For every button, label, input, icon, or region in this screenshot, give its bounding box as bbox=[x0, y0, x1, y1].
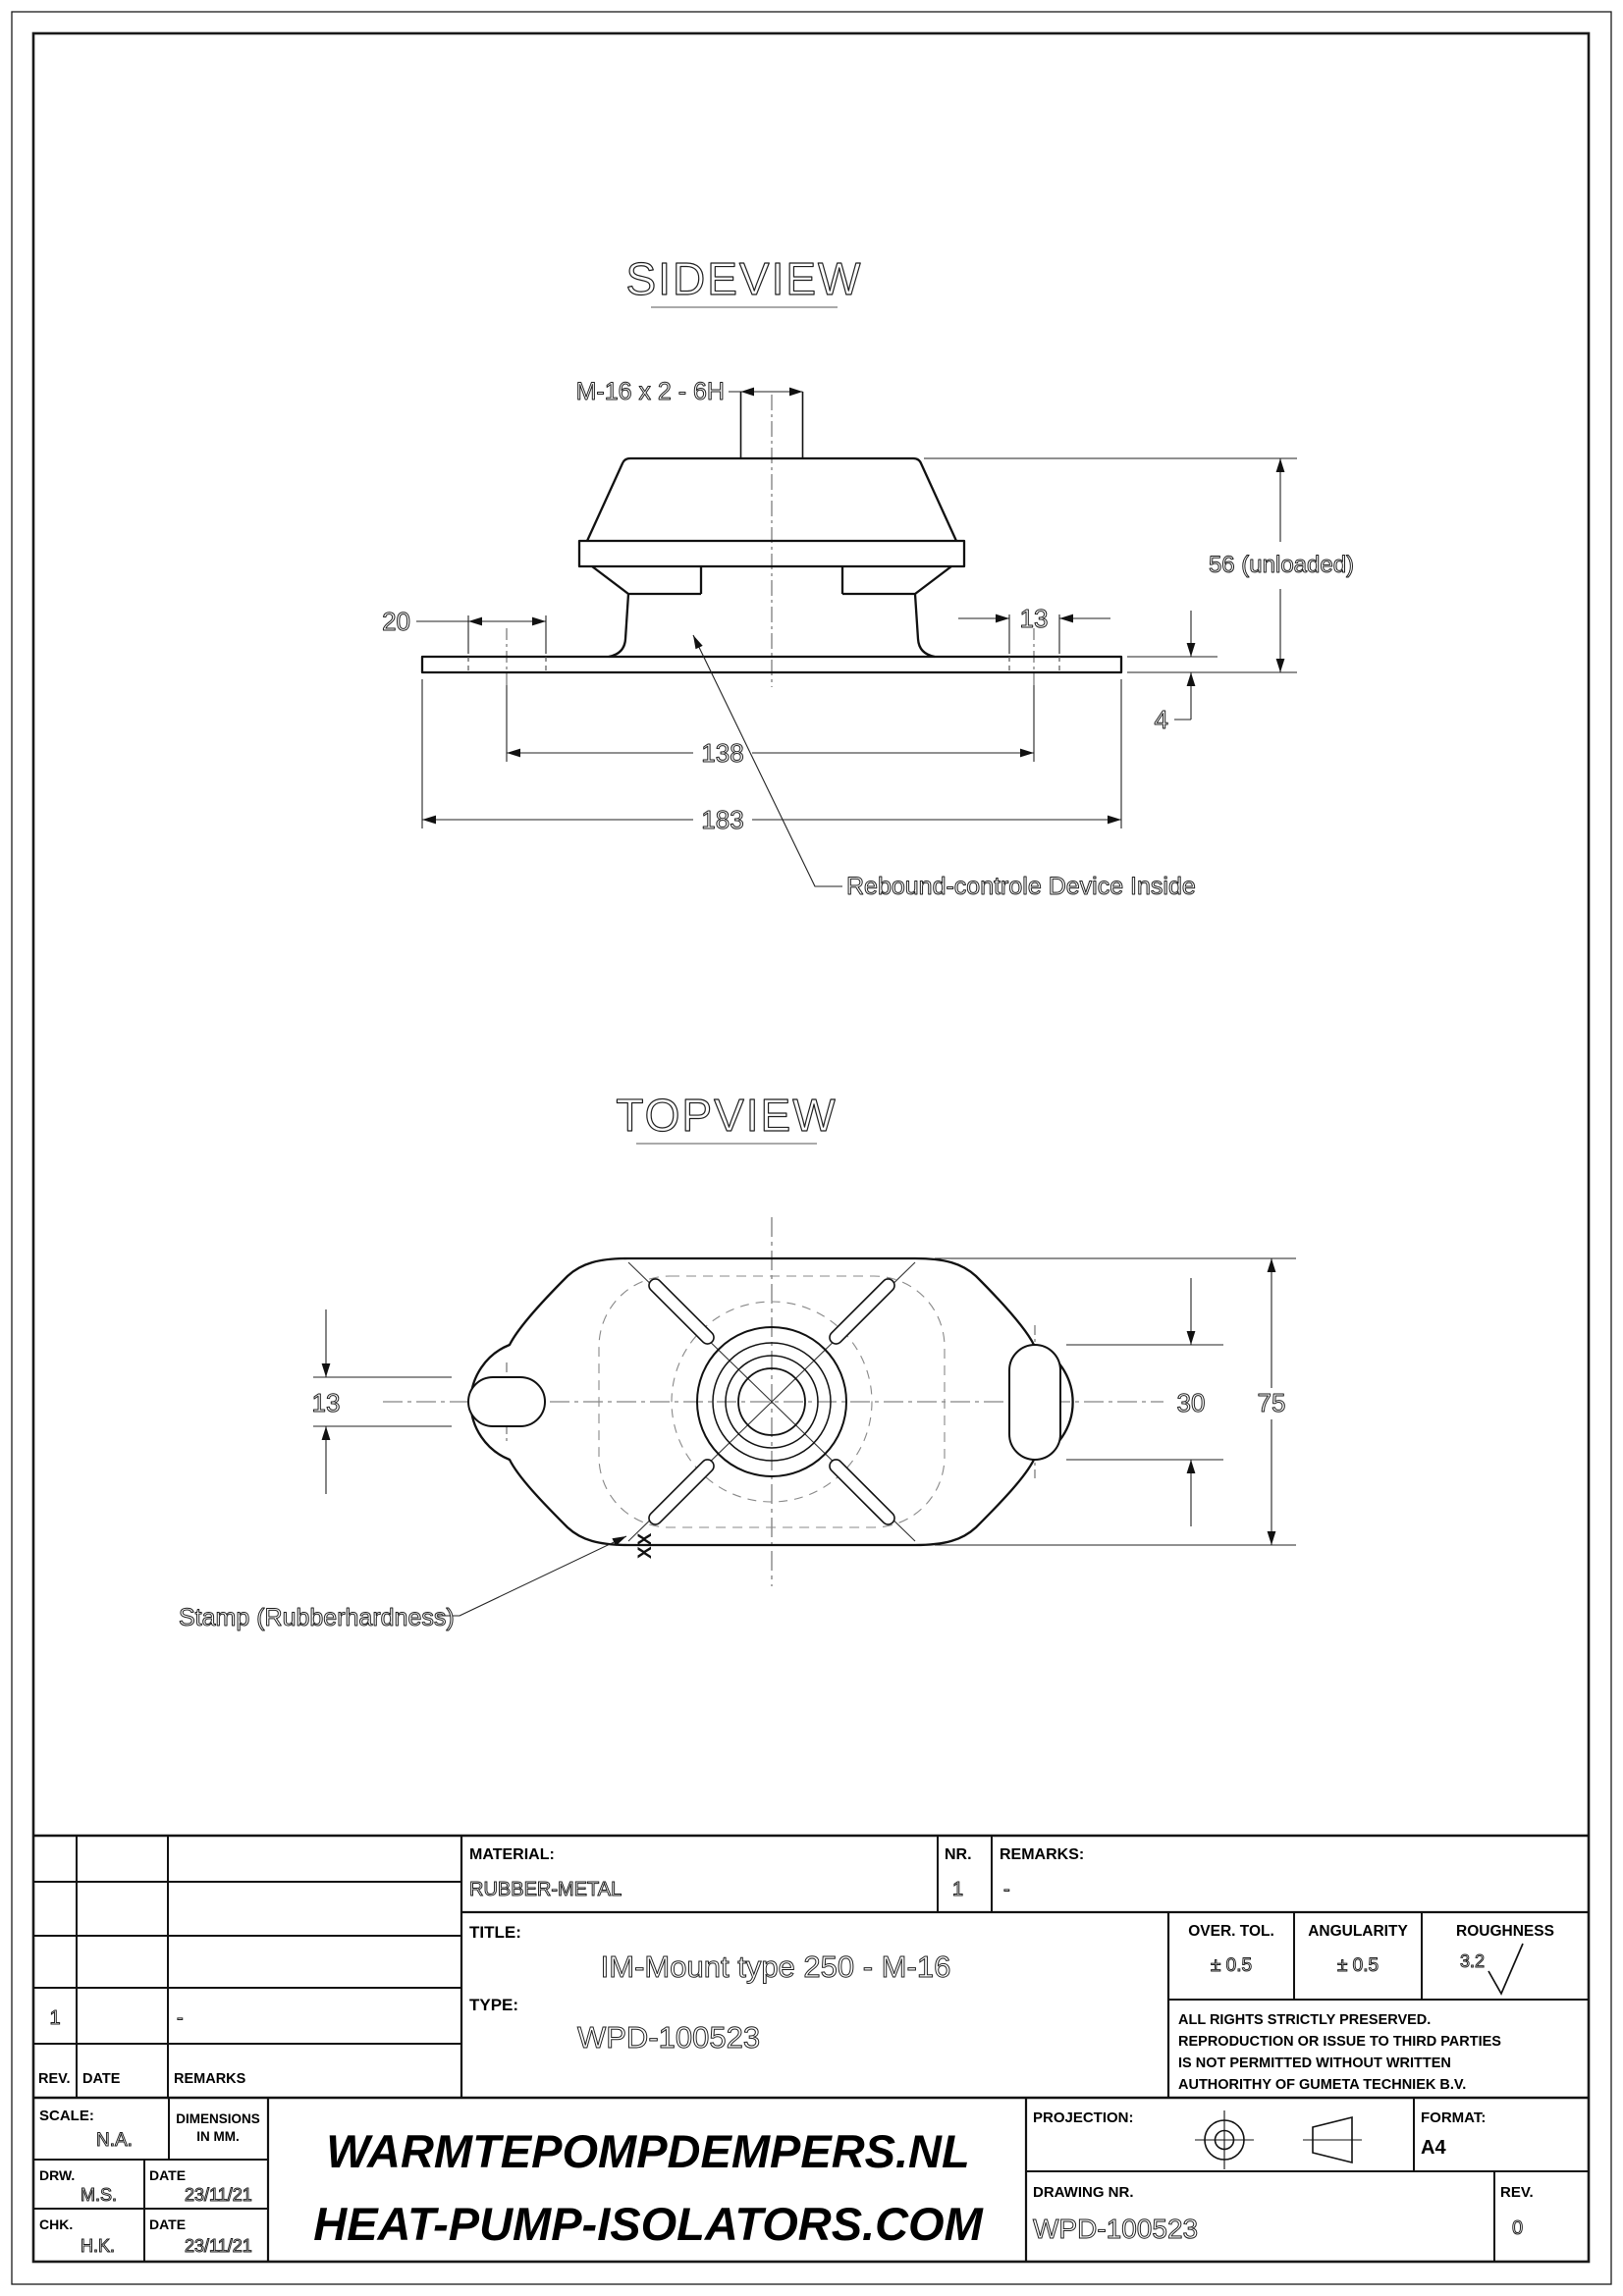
rev-header: REV. bbox=[38, 2071, 71, 2087]
drawing-nr-label: DRAWING NR. bbox=[1033, 2184, 1134, 2201]
format-label: FORMAT: bbox=[1421, 2109, 1487, 2126]
plate-slot-hidden-lines bbox=[468, 657, 1059, 672]
rev-row-remarks: - bbox=[177, 2007, 184, 2029]
remarks-value: - bbox=[1003, 1879, 1010, 1900]
topview-dim-lines bbox=[313, 1258, 1296, 1616]
left-mounting-slot bbox=[468, 1377, 545, 1426]
dims-in-mm-label-1: DIMENSIONS bbox=[176, 2111, 260, 2126]
chk-date-value: 23/11/21 bbox=[185, 2236, 252, 2256]
sideview bbox=[382, 253, 1354, 900]
rev-row-rev: 1 bbox=[49, 2007, 61, 2029]
nr-value: 1 bbox=[952, 1879, 964, 1900]
material-label: MATERIAL: bbox=[469, 1846, 555, 1863]
drw-date-value: 23/11/21 bbox=[185, 2185, 252, 2205]
angularity-value: ± 0.5 bbox=[1336, 1955, 1380, 1976]
dims-in-mm-label-2: IN MM. bbox=[196, 2129, 240, 2144]
date-header: DATE bbox=[82, 2071, 121, 2087]
remarks-label: REMARKS: bbox=[1000, 1846, 1085, 1863]
topview-title: TOPVIEW bbox=[616, 1090, 838, 1141]
legal-line-2: REPRODUCTION OR ISSUE TO THIRD PARTIES bbox=[1178, 2034, 1501, 2050]
right-mounting-slot bbox=[1009, 1345, 1060, 1460]
title-value: IM-Mount type 250 - M-16 bbox=[600, 1949, 951, 1984]
roughness-value: 3.2 bbox=[1460, 1951, 1486, 1971]
dim-left-slot: 20 bbox=[382, 607, 410, 636]
chk-value: H.K. bbox=[81, 2236, 116, 2256]
topview bbox=[179, 1090, 1296, 1631]
revision-table bbox=[38, 2007, 246, 2087]
roughness-check-icon bbox=[1488, 1944, 1523, 1994]
dim-overall-length: 183 bbox=[701, 805, 744, 834]
nr-label: NR. bbox=[945, 1846, 972, 1863]
lower-body-right bbox=[915, 594, 935, 657]
chk-label: CHK. bbox=[39, 2216, 74, 2232]
dim-thread: M-16 x 2 - 6H bbox=[575, 378, 725, 405]
sideview-arrowheads bbox=[422, 388, 1284, 825]
dim-right-slot-height: 30 bbox=[1176, 1388, 1206, 1417]
rev-label: REV. bbox=[1500, 2184, 1534, 2201]
dim-height: 56 (unloaded) bbox=[1208, 552, 1355, 578]
lower-body-left bbox=[609, 594, 628, 657]
roughness-label: ROUGHNESS bbox=[1456, 1923, 1554, 1940]
sideview-dim-lines bbox=[416, 392, 1297, 886]
drw-value: M.S. bbox=[81, 2185, 118, 2205]
dim-slot-width: 13 bbox=[311, 1388, 341, 1417]
site2-text: HEAT-PUMP-ISOLATORS.COM bbox=[313, 2198, 983, 2250]
dim-right-slot: 13 bbox=[1019, 604, 1049, 633]
chk-date-label: DATE bbox=[149, 2216, 187, 2232]
titleblock bbox=[33, 1836, 1589, 2262]
type-value: WPD-100523 bbox=[577, 2020, 761, 2055]
first-angle-projection-icon bbox=[1195, 2110, 1362, 2169]
outer-border bbox=[12, 12, 1611, 2284]
dim-overall-width: 75 bbox=[1257, 1388, 1286, 1417]
rebound-label: Rebound-controle Device Inside bbox=[846, 873, 1196, 900]
drw-label: DRW. bbox=[39, 2167, 76, 2183]
material-value: RUBBER-METAL bbox=[469, 1879, 622, 1900]
scale-value: N.A. bbox=[96, 2130, 133, 2151]
remarks-header: REMARKS bbox=[174, 2071, 246, 2087]
dim-hole-spacing: 138 bbox=[701, 738, 744, 768]
scale-label: SCALE: bbox=[39, 2108, 94, 2124]
drawing-nr-value: WPD-100523 bbox=[1033, 2214, 1199, 2244]
legal-line-1: ALL RIGHTS STRICTLY PRESERVED. bbox=[1178, 2012, 1432, 2028]
stamp-mark: XX bbox=[635, 1531, 656, 1559]
over-tol-value: ± 0.5 bbox=[1210, 1955, 1253, 1976]
legal-text bbox=[1178, 2012, 1501, 2093]
site1-text: WARMTEPOMPDEMPERS.NL bbox=[326, 2125, 970, 2177]
projection-label: PROJECTION: bbox=[1033, 2109, 1134, 2126]
stamp-label: Stamp (Rubberhardness) bbox=[179, 1604, 455, 1631]
legal-line-4: AUTHORITHY OF GUMETA TECHNIEK B.V. bbox=[1178, 2077, 1467, 2093]
legal-line-3: IS NOT PERMITTED WITHOUT WRITTEN bbox=[1178, 2056, 1451, 2071]
over-tol-label: OVER. TOL. bbox=[1188, 1923, 1274, 1940]
type-label: TYPE: bbox=[469, 1996, 519, 2014]
dim-plate-thickness: 4 bbox=[1154, 705, 1168, 734]
rev-value: 0 bbox=[1512, 2217, 1524, 2239]
sideview-title: SIDEVIEW bbox=[625, 253, 863, 304]
drw-date-label: DATE bbox=[149, 2167, 187, 2183]
format-value: A4 bbox=[1421, 2137, 1446, 2159]
title-label: TITLE: bbox=[469, 1923, 521, 1942]
angularity-label: ANGULARITY bbox=[1308, 1923, 1408, 1940]
